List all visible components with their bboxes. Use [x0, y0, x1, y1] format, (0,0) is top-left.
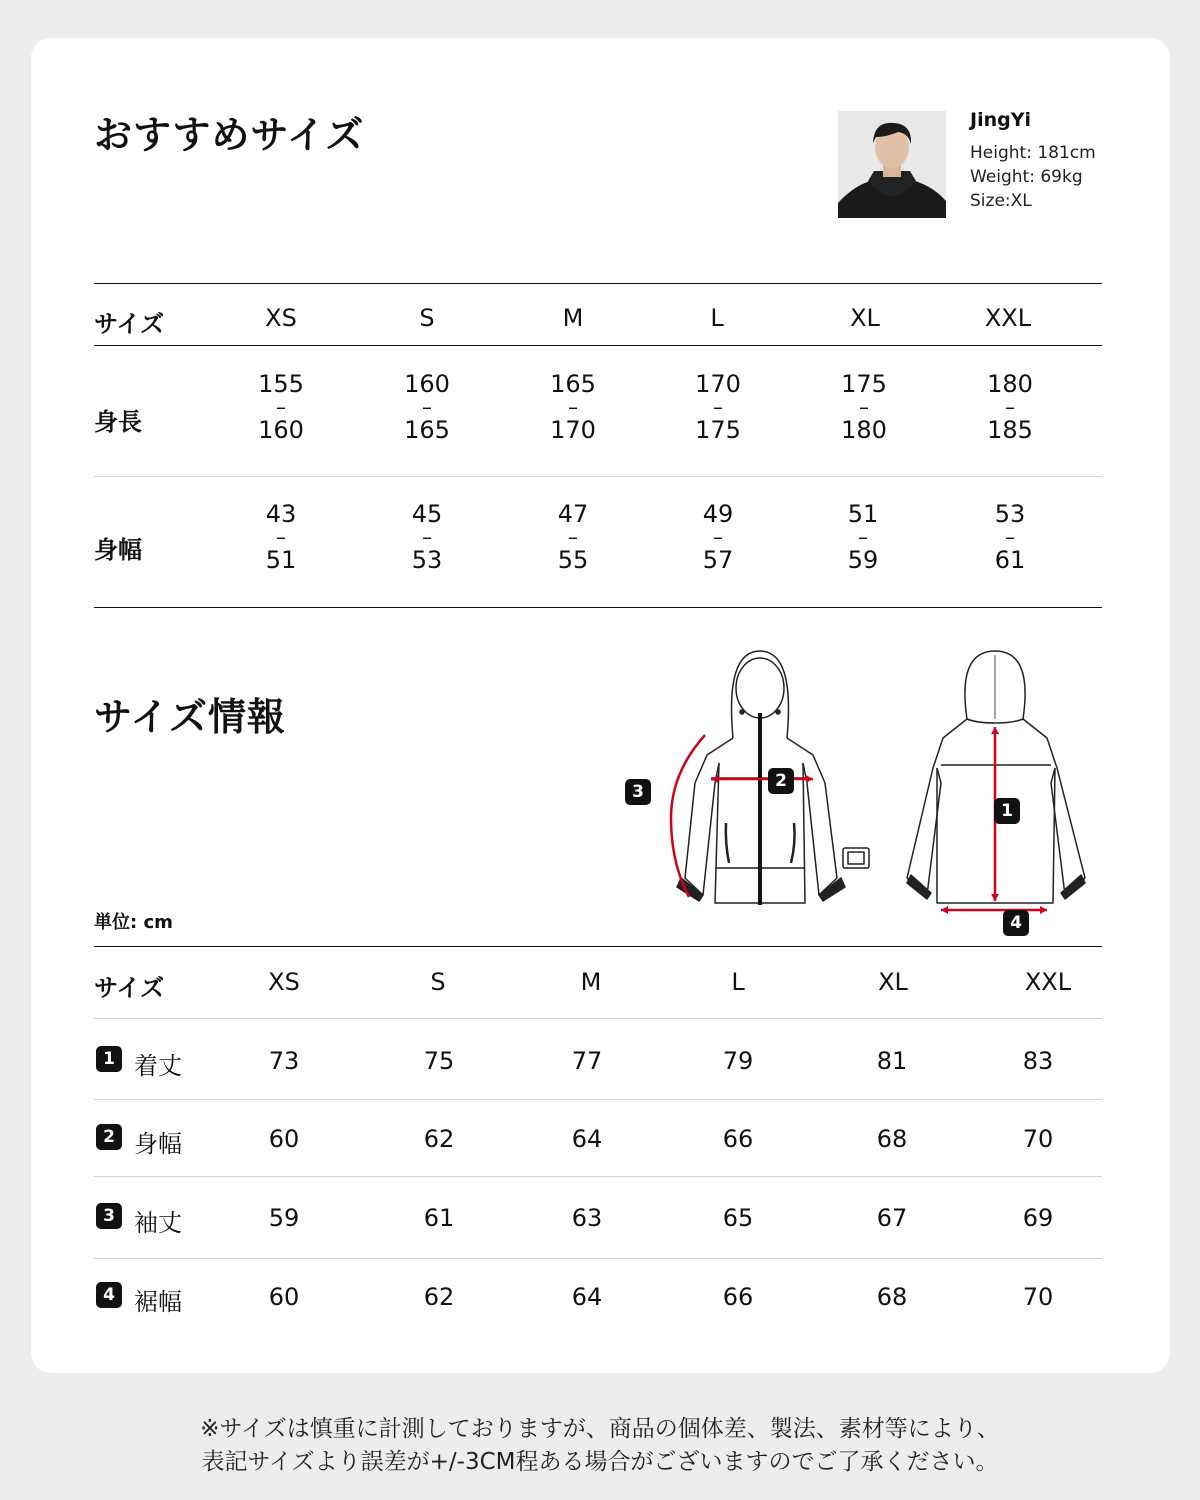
- table-top-rule: [94, 283, 1102, 284]
- size-header-xs: XS: [265, 304, 297, 332]
- info-size-header-m: M: [580, 968, 602, 996]
- measure-badge-3: 3: [625, 779, 651, 805]
- sleeve-s: 61: [423, 1204, 455, 1232]
- size-header-m: M: [562, 304, 584, 332]
- height-range-xl: 175 – 180: [841, 370, 887, 444]
- length-xs: 73: [268, 1047, 300, 1075]
- info-size-header-xs: XS: [268, 968, 300, 996]
- length-s: 75: [423, 1047, 455, 1075]
- length-m: 77: [571, 1047, 603, 1075]
- chest-width-xxl: 70: [1022, 1125, 1054, 1153]
- row-badge-2: 2: [96, 1124, 122, 1150]
- chest-width-xl: 68: [876, 1125, 908, 1153]
- info-table-top-rule: [94, 946, 1102, 947]
- chest-range-xs: 43 – 51: [265, 500, 297, 574]
- header-rule: [94, 345, 1102, 346]
- size-info-title: サイズ情報: [94, 695, 286, 739]
- measure-badge-1: 1: [994, 798, 1020, 824]
- model-height: Height: 181cm: [970, 143, 1096, 163]
- chest-range-l: 49 – 57: [702, 500, 734, 574]
- chest-width-l: 66: [722, 1125, 754, 1153]
- hem-row-label: 裾幅: [134, 1288, 182, 1316]
- sleeve-xxl: 69: [1022, 1204, 1054, 1232]
- height-range-m: 165 – 170: [550, 370, 596, 444]
- info-size-header-xl: XL: [878, 968, 908, 996]
- sleeve-m: 63: [571, 1204, 603, 1232]
- height-range-xs: 155 – 160: [258, 370, 304, 444]
- height-range-s: 160 – 165: [404, 370, 450, 444]
- height-row-label: 身長: [94, 408, 142, 436]
- model-size: Size:XL: [970, 191, 1032, 211]
- chest-range-xxl: 53 – 61: [994, 500, 1026, 574]
- measure-badge-2: 2: [768, 768, 794, 794]
- jacket-measurement-diagram: [615, 643, 1125, 943]
- info-row-rule-2: [94, 1176, 1102, 1177]
- chest-width-s: 62: [423, 1125, 455, 1153]
- sleeve-row-label: 袖丈: [134, 1209, 182, 1237]
- sleeve-xs: 59: [268, 1204, 300, 1232]
- row-badge-3: 3: [96, 1203, 122, 1229]
- chest-row-label: 身幅: [94, 536, 142, 564]
- row-badge-4: 4: [96, 1282, 122, 1308]
- chest-width-xs: 60: [268, 1125, 300, 1153]
- length-row-label: 着丈: [134, 1052, 182, 1080]
- chest-range-s: 45 – 53: [411, 500, 443, 574]
- hem-xs: 60: [268, 1283, 300, 1311]
- model-photo: [838, 111, 946, 218]
- unit-label: 単位: cm: [94, 912, 173, 933]
- length-xl: 81: [876, 1047, 908, 1075]
- model-name: JingYi: [970, 109, 1031, 131]
- info-size-header-s: S: [430, 968, 446, 996]
- length-xxl: 83: [1022, 1047, 1054, 1075]
- info-header-rule: [94, 1018, 1102, 1019]
- info-row-rule-1: [94, 1099, 1102, 1100]
- info-size-header-l: L: [731, 968, 745, 996]
- size-header-xl: XL: [850, 304, 880, 332]
- table-bottom-rule: [94, 607, 1102, 608]
- hem-s: 62: [423, 1283, 455, 1311]
- sleeve-xl: 67: [876, 1204, 908, 1232]
- chest-width-m: 64: [571, 1125, 603, 1153]
- hem-l: 66: [722, 1283, 754, 1311]
- hem-m: 64: [571, 1283, 603, 1311]
- size-header-l: L: [710, 304, 724, 332]
- footnote-line-2: 表記サイズより誤差が+/-3CM程ある場合がございますのでご了承ください。: [201, 1449, 999, 1475]
- row-badge-1: 1: [96, 1046, 122, 1072]
- info-size-header-xxl: XXL: [1024, 968, 1072, 996]
- size-header-xxl: XXL: [984, 304, 1032, 332]
- measure-badge-4: 4: [1003, 910, 1029, 936]
- chest-range-xl: 51 – 59: [847, 500, 879, 574]
- row-rule: [94, 476, 1102, 477]
- measurement-lines: [671, 727, 1047, 910]
- chest-width-row-label: 身幅: [134, 1130, 182, 1158]
- model-weight: Weight: 69kg: [970, 167, 1083, 187]
- info-row-rule-3: [94, 1258, 1102, 1259]
- recommended-size-title: おすすめサイズ: [94, 113, 365, 157]
- length-l: 79: [722, 1047, 754, 1075]
- hem-xl: 68: [876, 1283, 908, 1311]
- height-range-xxl: 180 – 185: [987, 370, 1033, 444]
- height-range-l: 170 – 175: [695, 370, 741, 444]
- info-header-label: サイズ: [94, 974, 165, 1002]
- sleeve-l: 65: [722, 1204, 754, 1232]
- hem-xxl: 70: [1022, 1283, 1054, 1311]
- footnote-line-1: ※サイズは慎重に計測しておりますが、商品の個体差、製法、素材等により、: [200, 1416, 1000, 1442]
- chest-range-m: 47 – 55: [557, 500, 589, 574]
- recommended-header-label: サイズ: [94, 310, 165, 338]
- size-header-s: S: [419, 304, 435, 332]
